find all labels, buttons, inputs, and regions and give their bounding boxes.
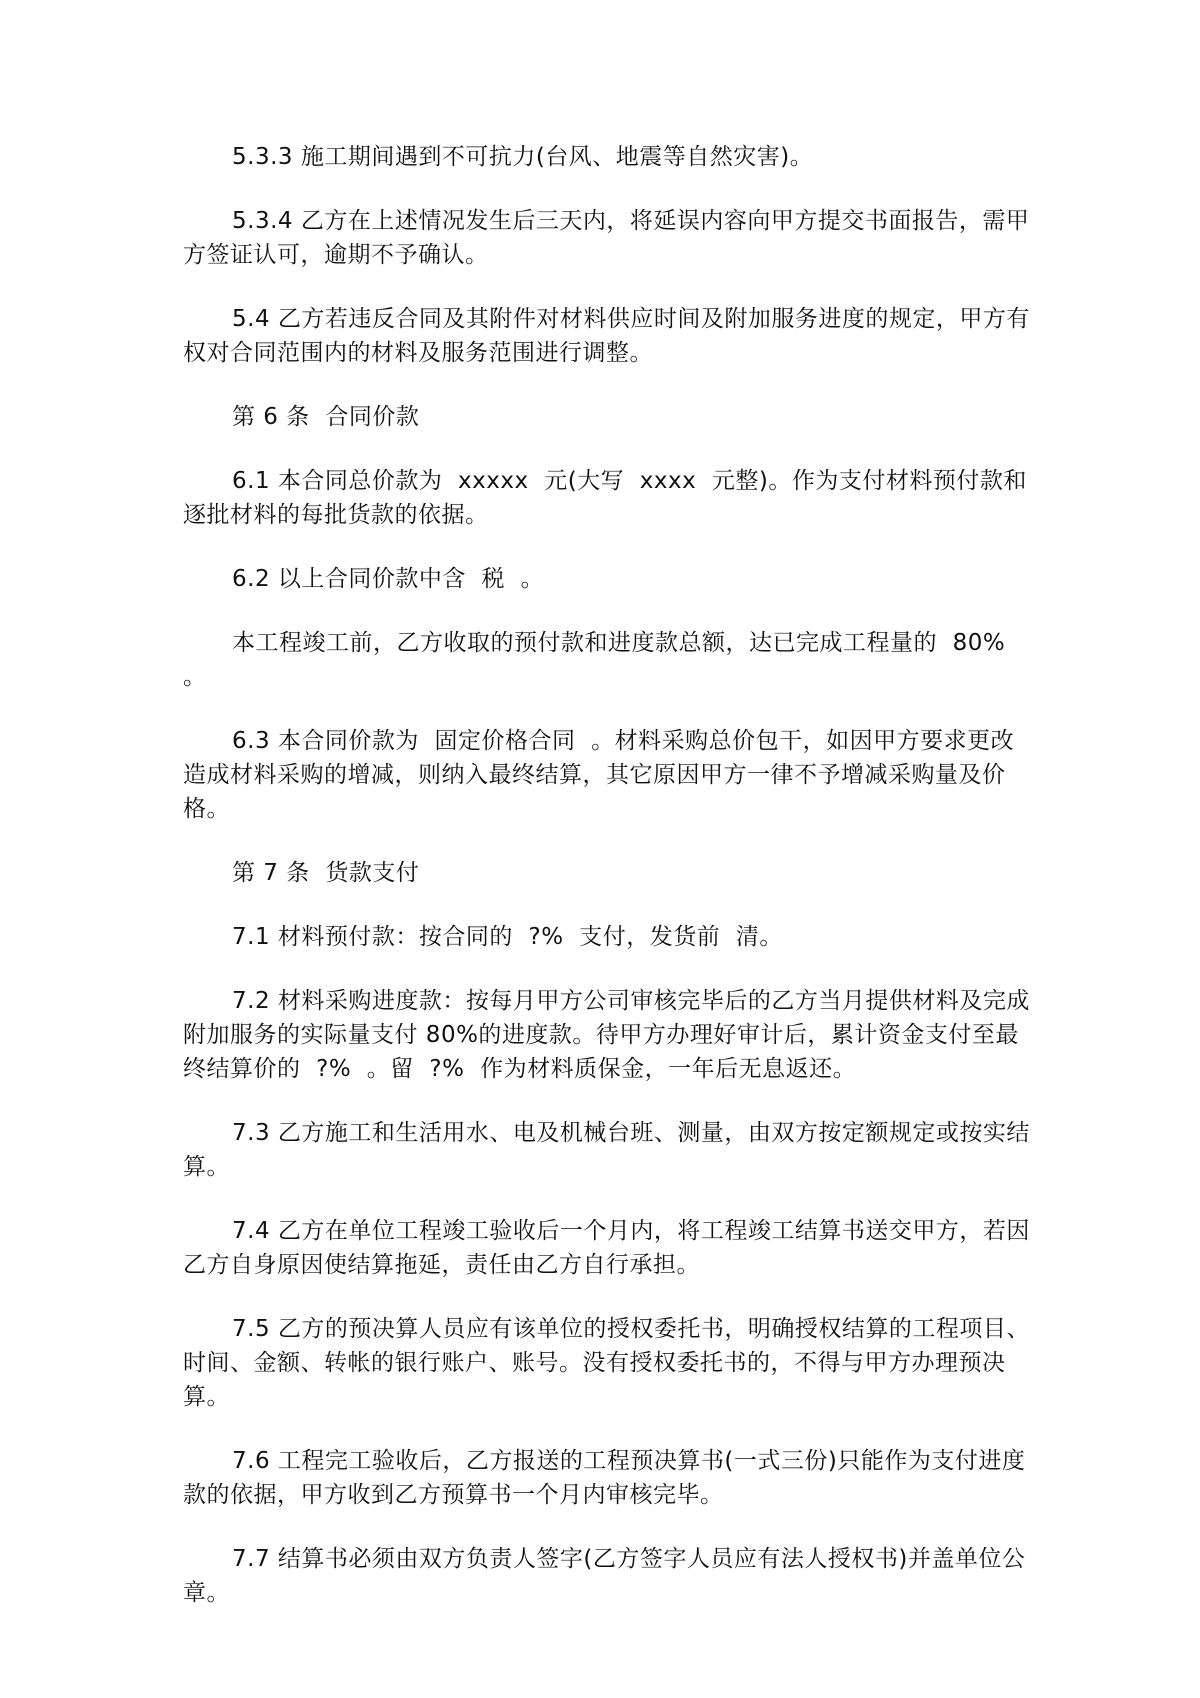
clause-5-4: 5.4 乙方若违反合同及其附件对材料供应时间及附加服务进度的规定，甲方有权对合同范围内的材料及服务范围进行调整。 <box>183 306 1030 366</box>
clause-5-3-4: 5.3.4 乙方在上述情况发生后三天内，将延误内容向甲方提交书面报告，需甲方签证认可，逾期不予确认。 <box>183 208 1030 268</box>
clause-6-3: 6.3 本合同价款为 固定价格合同 。材料采购总价包干，如因甲方要求更改造成材料采购的增减，则纳入最终结算，其它原因甲方一律不予增减采购量及价格。 <box>183 728 1015 822</box>
document-body <box>183 140 1033 1640</box>
clause-7-3: 7.3 乙方施工和生活用水、电及机械台班、测量，由双方按定额规定或按实结算。 <box>183 1120 1030 1180</box>
clause-6-2: 6.2 以上合同价款中含 税 。 <box>232 566 545 592</box>
clause-7-4: 7.4 乙方在单位工程竣工验收后一个月内，将工程竣工结算书送交甲方，若因乙方自身原因使结算拖延，责任由乙方自行承担。 <box>183 1218 1030 1278</box>
article-7-heading: 第 7 条 货款支付 <box>232 860 420 886</box>
clause-6-2-note: 本工程竣工前，乙方收取的预付款和进度款总额，达已完成工程量的 80% 。 <box>183 630 1021 690</box>
clause-7-2: 7.2 材料采购进度款：按每月甲方公司审核完毕后的乙方当月提供材料及完成附加服务的实际量支付 80%的进度款。待甲方办理好审计后，累计资金支付至最终结算价的 ?% 。留 ?% 作为材料质保金，一年后无息返还。 <box>183 988 1030 1082</box>
clause-7-5: 7.5 乙方的预决算人员应有该单位的授权委托书，明确授权结算的工程项目、时间、金额、转帐的银行账户、账号。没有授权委托书的，不得与甲方办理预决算。 <box>183 1316 1030 1410</box>
clause-7-1: 7.1 材料预付款：按合同的 ?% 支付，发货前 清。 <box>232 924 783 950</box>
article-6-heading: 第 6 条 合同价款 <box>232 404 420 430</box>
clause-7-6: 7.6 工程完工验收后，乙方报送的工程预决算书(一式三份)只能作为支付进度款的依据，甲方收到乙方预算书一个月内审核完毕。 <box>183 1448 1026 1508</box>
clause-5-3-3: 5.3.3 施工期间遇到不可抗力(台风、地震等自然灾害)。 <box>232 144 814 170</box>
clause-7-7: 7.7 结算书必须由双方负责人签字(乙方签字人员应有法人授权书)并盖单位公章。 <box>183 1546 1026 1606</box>
clause-6-1: 6.1 本合同总价款为 xxxxx 元(大写 xxxx 元整)。作为支付材料预付款和逐批材料的每批货款的依据。 <box>183 468 1027 528</box>
